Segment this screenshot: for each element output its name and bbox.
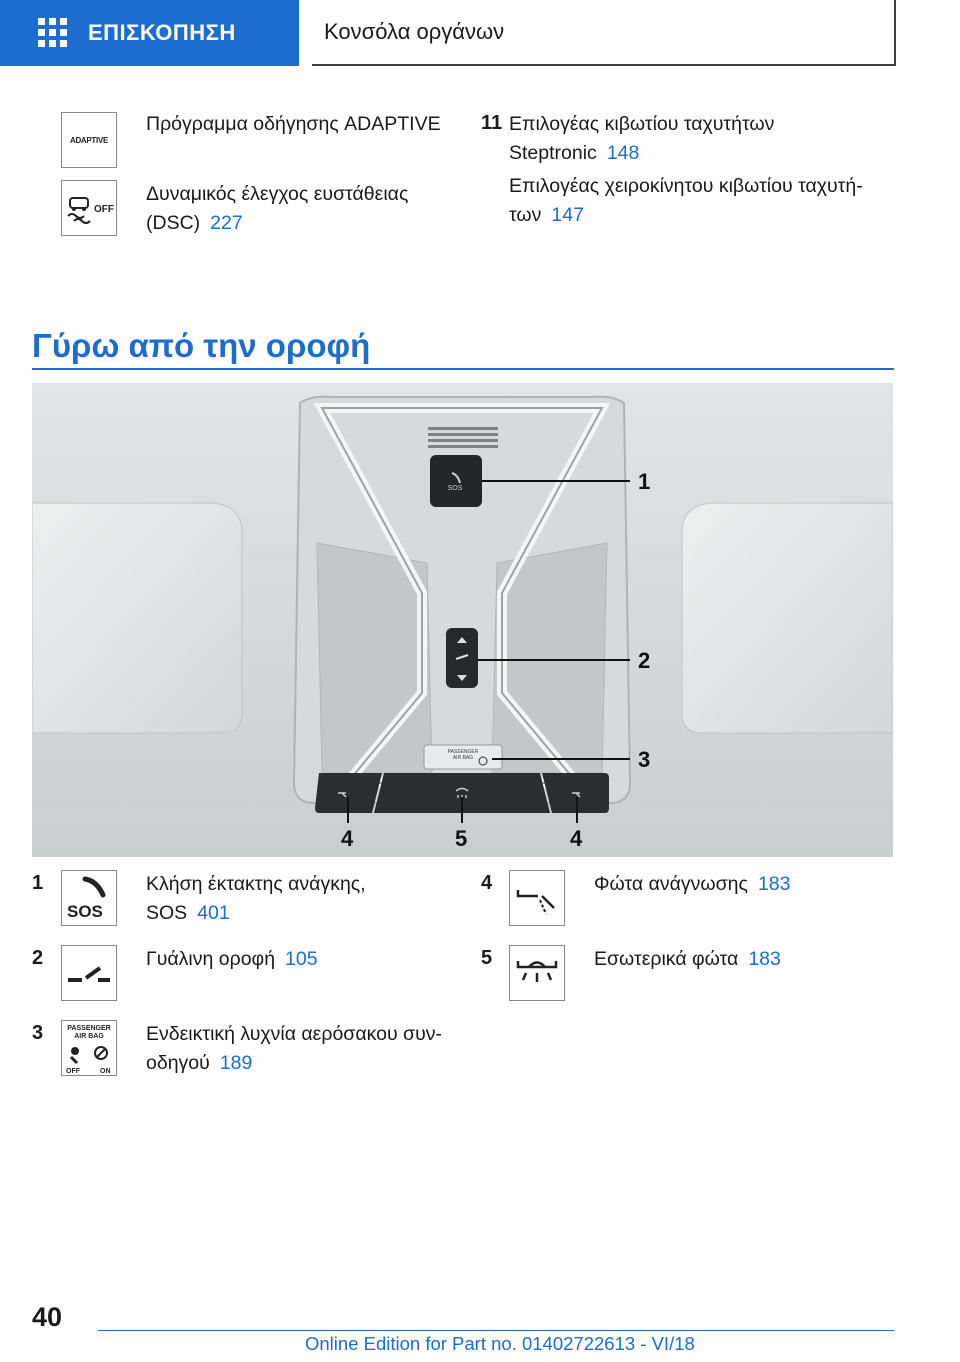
callout-1: 1 — [638, 469, 651, 494]
legend-5-line1: Εσωτερικά φώτα — [594, 948, 739, 970]
legend-2-line1: Γυάλινη οροφή — [146, 948, 276, 970]
legend-3-page-ref[interactable]: 189 — [219, 1052, 253, 1074]
legend-3-number: 3 — [32, 1022, 44, 1044]
item-11-line2: Steptronic — [509, 142, 597, 164]
item-11-number: 11 — [481, 112, 503, 134]
legend-1-line2: SOS — [146, 902, 188, 924]
dsc-line1: Δυναμικός έλεγχος ευστάθειας — [146, 183, 409, 205]
photo-sos-label: SOS — [447, 485, 463, 492]
adaptive-icon-text: ADAPTIVE — [69, 135, 109, 145]
photo-passenger-label: PASSENGER — [447, 749, 479, 755]
roof-console-photo — [32, 383, 893, 857]
legend-1-page-ref[interactable]: 401 — [197, 902, 230, 924]
legend-2-text — [146, 945, 318, 974]
sos-icon-text: SOS — [67, 902, 103, 921]
legend-5-page-ref[interactable]: 183 — [748, 948, 781, 970]
legend-2-number: 2 — [32, 947, 44, 969]
legend-3-line1: Ενδεικτική λυχνία αερόσακου συν- — [146, 1023, 442, 1045]
airbag-symbol-icon — [62, 1021, 116, 1075]
legend-1-line1: Κλήση έκτακτης ανάγκης, — [146, 873, 366, 895]
edition-text[interactable]: Online Edition for Part no. 01402722613 - VI/18 — [305, 1333, 695, 1354]
airbag-icon-on: ON — [100, 1068, 111, 1075]
legend-3-text — [146, 1020, 442, 1078]
callout-2: 2 — [638, 648, 651, 673]
chapter-title: Κονσόλα οργάνων — [324, 19, 505, 44]
dsc-page-ref[interactable]: 227 — [210, 212, 243, 234]
section-tab[interactable] — [0, 0, 299, 66]
section-title: Γύρω από την οροφή — [32, 327, 371, 364]
legend-4-number: 4 — [481, 872, 493, 894]
sos-call-icon — [61, 870, 117, 926]
callout-4-left: 4 — [341, 826, 354, 851]
page-number: 40 — [32, 1302, 63, 1332]
section-tab-label: ΕΠΙΣΚΟΠΗΣΗ — [88, 20, 236, 45]
reading-light-icon — [509, 870, 565, 926]
photo-airbag-label: AIR BAG — [452, 755, 474, 761]
legend-5-text — [594, 945, 781, 974]
legend-4-page-ref[interactable]: 183 — [757, 873, 791, 895]
callout-5: 5 — [455, 826, 468, 851]
passenger-airbag-icon — [61, 1020, 117, 1076]
footer-divider — [98, 1330, 894, 1331]
legend-2-page-ref[interactable]: 105 — [285, 948, 318, 970]
item-11-line3: Επιλογέας χειροκίνητου κιβωτίου ταχυτή- — [509, 175, 863, 197]
callout-4-right: 4 — [570, 826, 583, 851]
airbag-icon-text2: AIR BAG — [74, 1033, 104, 1040]
legend-4-line1: Φώτα ανάγνωσης — [594, 873, 748, 895]
adaptive-icon — [61, 112, 117, 168]
legend-1-text — [146, 870, 366, 928]
steptronic-page-ref[interactable]: 148 — [606, 142, 640, 164]
glass-roof-icon — [61, 945, 117, 1001]
sos-handset-icon — [63, 873, 115, 923]
reading-lamp-symbol-icon — [514, 878, 560, 918]
item-11-text — [509, 110, 863, 230]
item-11-line4: των — [509, 204, 542, 226]
manual-gear-page-ref[interactable]: 147 — [551, 204, 584, 226]
dsc-line2: (DSC) — [146, 212, 201, 234]
dsc-car-icon — [64, 188, 114, 228]
dome-lamp-symbol-icon — [514, 953, 560, 993]
legend-1-number: 1 — [32, 872, 44, 894]
dsc-off-icon — [61, 180, 117, 236]
airbag-icon-off: OFF — [66, 1068, 80, 1075]
item-11-line1: Επιλογέας κιβωτίου ταχυτήτων — [509, 113, 775, 135]
section-divider — [32, 368, 894, 370]
glass-roof-symbol-icon — [66, 958, 112, 988]
adaptive-text: Πρόγραμμα οδήγησης ADAPTIVE — [146, 113, 441, 135]
grid-menu-icon — [38, 18, 68, 48]
legend-4-text — [594, 870, 790, 899]
dsc-text — [146, 180, 408, 238]
dsc-off-text: OFF — [94, 204, 114, 215]
legend-3-line2: οδηγού — [146, 1052, 210, 1074]
interior-light-icon — [509, 945, 565, 1001]
legend-5-number: 5 — [481, 947, 493, 969]
callout-3: 3 — [638, 747, 651, 772]
airbag-icon-text1: PASSENGER — [67, 1025, 111, 1032]
chapter-header — [312, 0, 896, 66]
